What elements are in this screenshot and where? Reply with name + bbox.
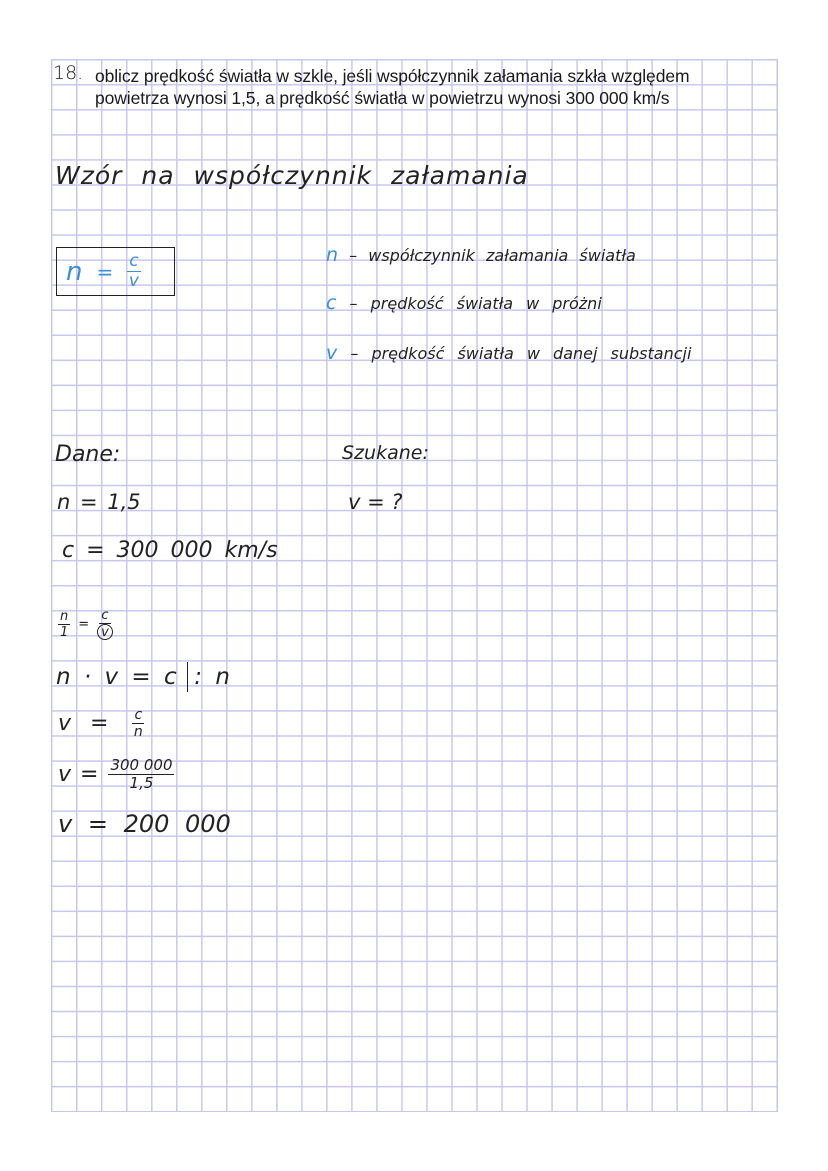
task-number: 18.: [53, 62, 84, 84]
given-item-n: n = 1,5: [57, 490, 141, 514]
fraction-c-over-n: $\frac{c}{n}$: [133, 707, 143, 740]
fraction-denominator: v: [128, 271, 139, 291]
legend-item-n: n – współczynnik załamania światła: [326, 244, 636, 266]
formula-fraction: [127, 253, 140, 290]
solution-step-4: v = $\frac{300 000}{1,5}$: [58, 756, 173, 792]
fraction-numerator: c: [129, 251, 139, 271]
task-text-line-1: oblicz prędkość światła w szkle, jeśli współczynnik załamania szkła względem: [95, 66, 690, 86]
section-heading: Wzór na współczynnik załamania: [55, 161, 529, 190]
fraction-n-over-1: $\frac{n}{1}$: [59, 609, 69, 640]
circled-v: v: [97, 624, 113, 640]
formula-n: n: [66, 256, 83, 287]
division-bar: [187, 662, 189, 692]
solution-result: v = 200 000: [58, 810, 231, 838]
legend-item-c: c – prędkość światła w próżni: [326, 292, 602, 314]
task-text-line-2: powietrza wynosi 1,5, a prędkość światła w powietrzu wynosi 300 000 km/s: [95, 88, 670, 108]
given-item-c: c = 300 000 km/s: [62, 538, 278, 563]
given-label: Dane:: [55, 442, 121, 467]
solution-step-2: n · v = c : n: [56, 664, 230, 690]
formula: [66, 253, 141, 290]
formula-equals: =: [96, 259, 114, 284]
solution-step-1: $\frac{n}{1}$ = $\frac{c}{v}$: [58, 609, 113, 640]
graph-paper-grid: [51, 59, 778, 1112]
fraction-300000-over-1-5: $\frac{300 000}{1,5}$: [110, 756, 173, 792]
fraction-c-over-v: $\frac{c}{v}$: [97, 609, 113, 640]
sought-item-v: v = ?: [348, 490, 403, 514]
solution-step-3: v = $\frac{c}{n}$: [58, 707, 143, 740]
legend-item-v: v – prędkość światła w danej substancji: [326, 342, 692, 364]
sought-label: Szukane:: [342, 442, 429, 464]
